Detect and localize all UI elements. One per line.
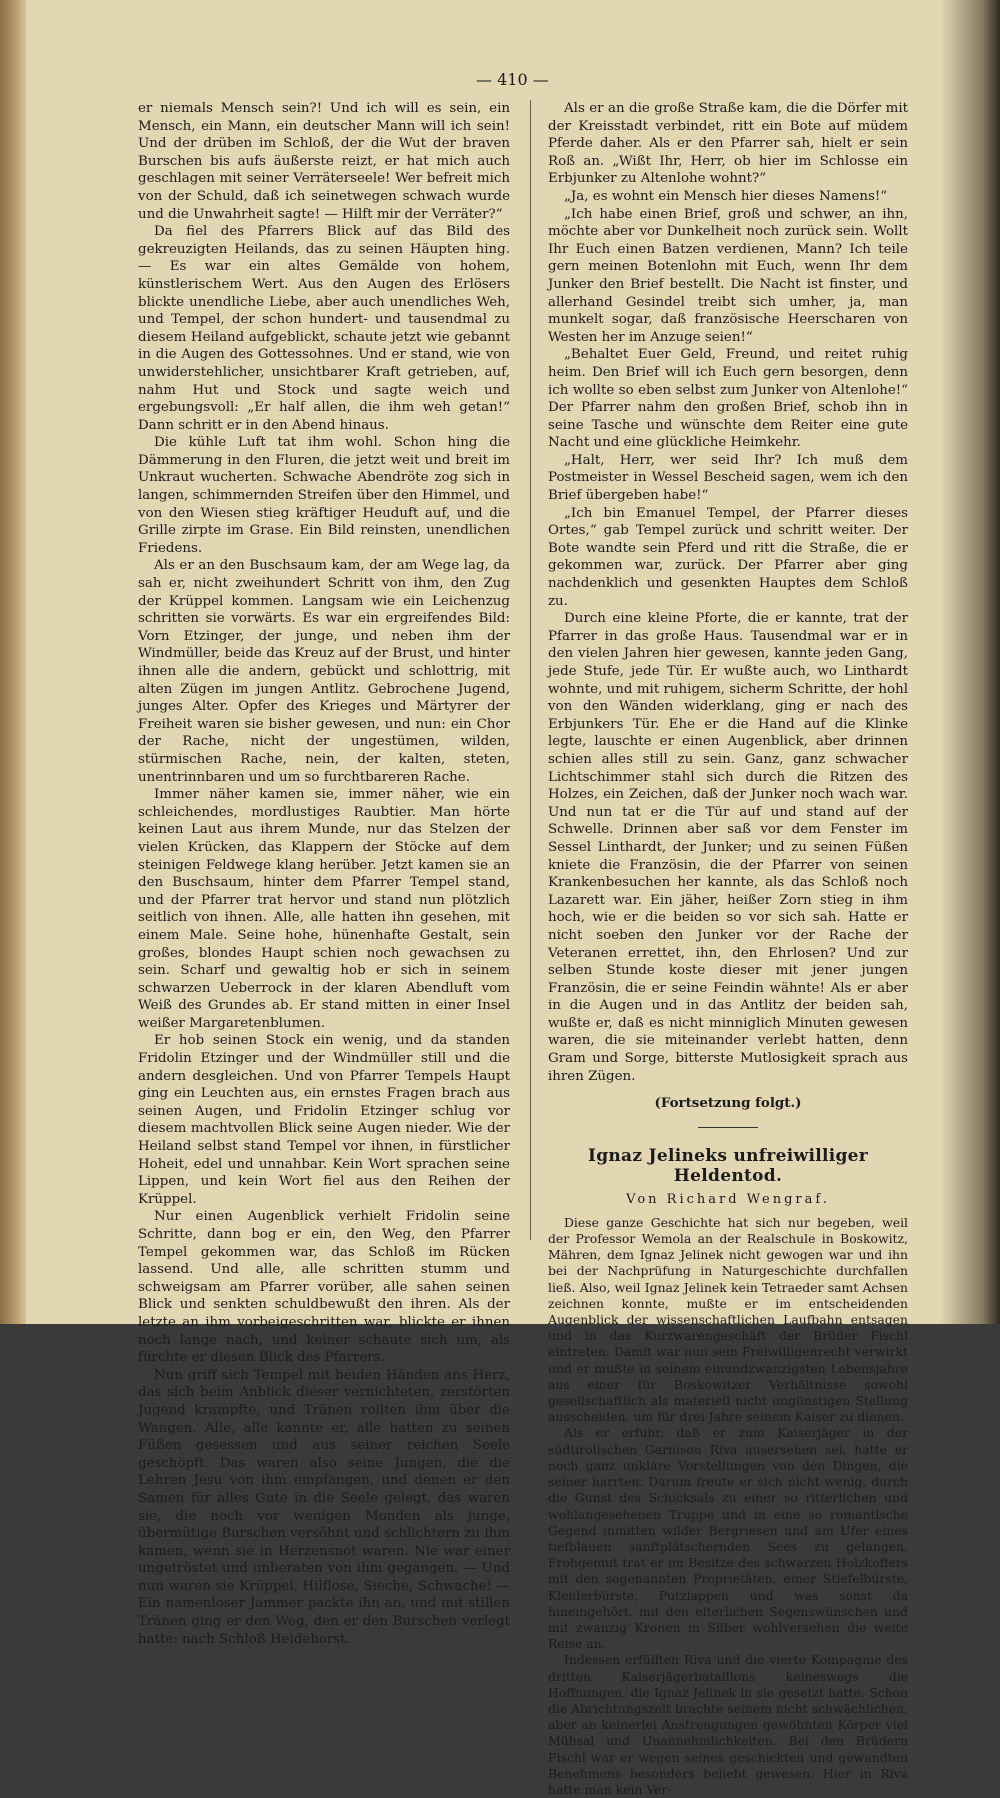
continuation-note: (Fortsetzung folgt.) bbox=[654, 1095, 802, 1112]
column-rule bbox=[530, 100, 531, 1240]
article-title: Ignaz Jelineks unfreiwilliger Heldentod. bbox=[587, 1145, 869, 1186]
paragraph: Als er erfuhr, daß er zum Kaiserjäger in der südtirolischen Garnison Riva ausersehen sei, hatte er noch ganz unklare Vorstellungen von den Dingen, die seiner harrten. Darum freute er sich nicht wenig, durch die Gunst des Schicksals zu einer so ritterlichen und wohlangesehenen Truppe und in eine so romantische Gegend inmitten wilder Bergriesen und am Ufer eines tiefblauen sanftplätschernden Sees zu gelangen. Frohgemut trat er im Besitze des schwarzen Holzkoffers mit den sogenannten Proprietäten, einer Stiefelbürste, Kleiderbürste, Putzlappen und was sonst da hineingehört, mit den elterlichen Segenswünschen und mit zwanzig Kronen in Silber wohlversehen die weite Reise an. bbox=[548, 1425, 908, 1652]
paragraph: „Behaltet Euer Geld, Freund, und reitet ruhig heim. Den Brief will ich Euch gern besorgen, denn ich wollte so eben selbst zum Junker von Altenlohe!“ Der Pfarrer nahm den großen Brief, schob ihn in seine Tasche und wünschte dem Reiter eine gute Nacht und eine glückliche Heimkehr. bbox=[548, 347, 908, 451]
paragraph: Nun griff sich Tempel mit beiden Händen ans Herz, das sich beim Anblick dieser vernichteten, zerstörten Jugend krampfte, und Tränen rollten ihm über die Wangen. Alle, alle kannte er, alle hatten zu seinen Füßen gesessen und aus seiner reichen Seele geschöpft. Das waren also seine Jungen, die die Lehren Jesu von ihm empfangen, und denen er den Samen für alles Gute in die Seele gelegt, das waren sie, die noch vor wenigen Monden als junge, übermütige Burschen versöhnt und schlichtern zu ihm kamen, wenn sie in Herzensnot waren. Nie war einer ungetröstet und unberaten von ihm gegangen. — Und nun waren sie Krüppel, Hilflose, Sieche, Schwache! — Ein namenloser Jammer packte ihn an, und mit stillen Tränen ging er den Weg, den er den Burschen verlegt hatte: nach Schloß Heidehorst. bbox=[138, 1367, 510, 1647]
book-binding bbox=[0, 0, 26, 1324]
page-number: — 410 — bbox=[476, 70, 549, 89]
paragraph: Immer näher kamen sie, immer näher, wie ein schleichendes, mordlustiges Raubtier. Man hörte keinen Laut aus ihrem Munde, nur das Stelzen der vielen Krücken, das Klappern der Stöcke auf dem steinigen Feldwege klang herüber. Jetzt kamen sie an den Buschsaum, hinter dem Pfarrer Tempel stand, und der Pfarrer trat hervor und stand nun plötzlich seitlich von ihnen. Alle, alle hatten ihn gesehen, mit einem Male. Seine hohe, hünenhafte Gestalt, sein großes, blondes Haupt schien noch gewachsen zu sein. Scharf und gewaltig hob er sich in seinem schwarzen Ueberrock in der klaren Abendluft vom Weiß des Grundes ab. Er stand mitten in einer Insel weißer Margaretenblumen. bbox=[138, 787, 510, 1031]
article-body bbox=[548, 1215, 908, 1798]
paragraph: „Ja, es wohnt ein Mensch hier dieses Namens!“ bbox=[564, 188, 888, 204]
paragraph: er niemals Mensch sein?! Und ich will es sein, ein Mensch, ein Mann, ein deutscher Mann will ich sein! Und der drüben im Schloß, der die Wut der braven Burschen bis aufs äußerste reizt, er hat mich auch geschlagen mit seiner Verräterseele! Wer befreit mich von der Schuld, daß ich seinetwegen schwach wurde und die Unwahrheit sagte! — Hilft mir der Verräter?“ bbox=[138, 101, 510, 222]
left-column bbox=[138, 100, 510, 1647]
paragraph: Er hob seinen Stock ein wenig, und da standen Fridolin Etzinger und der Windmüller still und die andern desgleichen. Und von Pfarrer Tempels Haupt ging ein Leuchten aus, ein ernstes Fragen brach aus seinen Augen, und Fridolin Etzinger schlug vor diesem machtvollen Blick seine Augen nieder. Wie der Heiland selbst stand Tempel vor ihnen, in fürstlicher Hoheit, edel und unnahbar. Kein Wort sprachen seine Lippen, und kein Wort fiel aus den Reihen der Krüppel. bbox=[138, 1033, 510, 1207]
article-separator bbox=[698, 1127, 758, 1128]
paragraph: Durch eine kleine Pforte, die er kannte, trat der Pfarrer in das große Haus. Tausendmal war er in den vielen Jahren hier gewesen, kannte jeden Gang, jede Stufe, jede Tür. Er wußte auch, wo Linthardt wohnte, und mit ruhigem, sicherm Schritte, der hohl von den Wänden widerklang, ging er nach des Erbjunkers Tür. Ehe er die Hand auf die Klinke legte, lauschte er einen Augenblick, aber drinnen schien alles still zu sein. Ganz, ganz schwacher Lichtschimmer stahl sich durch die Ritzen des Holzes, ein Zeichen, daß der Junker noch wach war. Und nun tat er die Tür auf und stand auf der Schwelle. Drinnen aber saß vor dem Fenster im Sessel Linthardt, der Junker; und zu seinen Füßen kniete die Französin, die der Pfarrer von seinen Krankenbesuchen her kannte, als das Schloß noch Lazarett war. Ein jäher, heißer Zorn stieg in ihm hoch, wie er die beiden so vor sich sah. Hatte er nicht soeben den Junker vor der Rache der Veteranen errettet, ihn, den Ehrlosen? Und zur selben Stunde koste dieser mit jener jungen Französin, die er seine Feindin wähnte! Als er aber in die Augen und in das Antlitz der beiden sah, wußte er, daß es nicht minniglich Minuten gewesen waren, die sie miteinander verlebt hatten, denn Gram und Sorge, bitterste Mutlosigkeit sprach aus ihren Zügen. bbox=[548, 611, 908, 1084]
page-edge-shadow bbox=[940, 0, 1000, 1324]
paragraph: Diese ganze Geschichte hat sich nur begeben, weil der Professor Wemola an der Realschule in Boskowitz, Mähren, dem Ignaz Jelinek nicht gewogen war und ihn bei der Nachprüfung in Naturgeschichte durchfallen ließ. Also, weil Ignaz Jelinek kein Tetraeder samt Achsen zeichnen konnte, mußte er im entscheidenden Augenblick der wissenschaftlichen Laufbahn entsagen und in das Kurzwarengeschäft der Brüder Fischl eintreten. Damit war nun sein Freiwilligenrecht verwirkt und er mußte in seinem einundzwanzigsten Lebensjahre aus einer für Boskowitzer Verhältnisse sowohl gesellschaftlich als materiell nicht ungünstigen Stellung ausscheiden, um für drei Jahre seinem Kaiser zu dienen. bbox=[548, 1214, 908, 1425]
paragraph: Die kühle Luft tat ihm wohl. Schon hing die Dämmerung in den Fluren, die jetzt weit und breit im Unkraut wucherten. Schwache Abendröte zog sich in langen, schimmernden Streifen über den Himmel, und von den Wiesen stieg kräftiger Heuduft auf, und die Grille zirpte im Grase. Ein Bild reinsten, unendlichen Friedens. bbox=[138, 435, 510, 556]
paragraph: „Halt, Herr, wer seid Ihr? Ich muß dem Postmeister in Wessel Bescheid sagen, wem ich den Brief übergeben habe!“ bbox=[548, 452, 908, 504]
right-column bbox=[548, 100, 908, 1797]
paragraph: Als er an den Buschsaum kam, der am Wege lag, da sah er, nicht zweihundert Schritt von ihm, den Zug der Krüppel kommen. Langsam wie ein Leichenzug schritten sie vorwärts. Es war ein ergreifendes Bild: Vorn Etzinger, der junge, und neben ihm der Windmüller, beide das Kreuz auf der Brust, und hinter ihnen alle die andern, gebückt und schlottrig, mit alten Zügen im jungen Antlitz. Gebrochene Jugend, junges Alter. Opfer des Krieges und Märtyrer der Freiheit waren sie bisher gewesen, und nun: ein Chor der Rache, nicht der ungestümen, wilden, stürmischen Rache, nein, der kalten, steten, unentrinnbaren und um so furchtbareren Rache. bbox=[138, 558, 510, 785]
paragraph: „Ich bin Emanuel Tempel, der Pfarrer dieses Ortes,“ gab Tempel zurück und schritt weiter. Der Bote wandte sein Pferd und ritt die Straße, die er gekommen war, zurück. Der Pfarrer aber ging nachdenklich und gesenkten Hauptes dem Schloß zu. bbox=[548, 505, 908, 609]
paragraph: Als er an die große Straße kam, die die Dörfer mit der Kreisstadt verbindet, ritt ein Bote auf müdem Pferde daher. Als er den Pfarrer sah, hielt er sein Roß an. „Wißt Ihr, Herr, ob hier im Schlosse ein Erbjunker zu Altenlohe wohnt?“ bbox=[548, 101, 908, 187]
article-byline: Von Richard Wengraf. bbox=[626, 1191, 830, 1207]
paragraph: Indessen erfüllten Riva und die vierte Kompagnie des dritten Kaiserjägerbataillons keineswegs die Hoffnungen, die Ignaz Jelinek in sie gesetzt hatte. Schon die Abrichtungszeit brachte seinem nicht schwächlichen, aber an keinerlei Anstrengungen gewöhnten Körper viel Mühsal und Unannehmlichkeiten. Bei den Brüdern Fischl war er wegen seines geschickten und gewandten Benehmens besonders beliebt gewesen. Hier in Riva hatte man kein Ver- bbox=[548, 1652, 908, 1797]
paragraph: „Ich habe einen Brief, groß und schwer, an ihn, möchte aber vor Dunkelheit noch zurück sein. Wollt Ihr Euch einen Batzen verdienen, Mann? Ich teile gern meinen Botenlohn mit Euch, wenn Ihr dem Junker den Brief bestellt. Die Nacht ist finster, und allerhand Gesindel treibt sich umher, ja, man munkelt sogar, daß französische Heerscharen von Westen her im Anzuge seien!“ bbox=[548, 206, 908, 345]
paragraph: Nur einen Augenblick verhielt Fridolin seine Schritte, dann bog er ein, den Weg, den Pfarrer Tempel gekommen war, das Schloß im Rücken lassend. Und alle, alle schritten stumm und schweigsam am Pfarrer vorüber, alle sahen seinen Blick und senkten schuldbewußt den ihren. Als der letzte an ihm vorbeigeschritten war, blickte er ihnen noch lange nach, und keiner schaute sich um, als fürchte er diesen Blick des Pfarrers. bbox=[138, 1209, 510, 1366]
paragraph: Da fiel des Pfarrers Blick auf das Bild des gekreuzigten Heilands, das zu seinen Häupten hing. — Es war ein altes Gemälde von hohem, künstlerischem Wert. Aus den Augen des Erlösers blickte unendliche Liebe, aber auch unendliches Weh, und Tempel, der schon hundert- und tausendmal zu diesem Heiland aufgeblickt, schaute jetzt wie gebannt in die Augen des Gottessohnes. Und er stand, wie von unwiderstehlicher, unsichtbarer Kraft getrieben, auf, nahm Hut und Stock und sagte weich und ergebungsvoll: „Er half allen, die ihm weh getan!“ Dann schritt er in den Abend hinaus. bbox=[138, 224, 510, 433]
